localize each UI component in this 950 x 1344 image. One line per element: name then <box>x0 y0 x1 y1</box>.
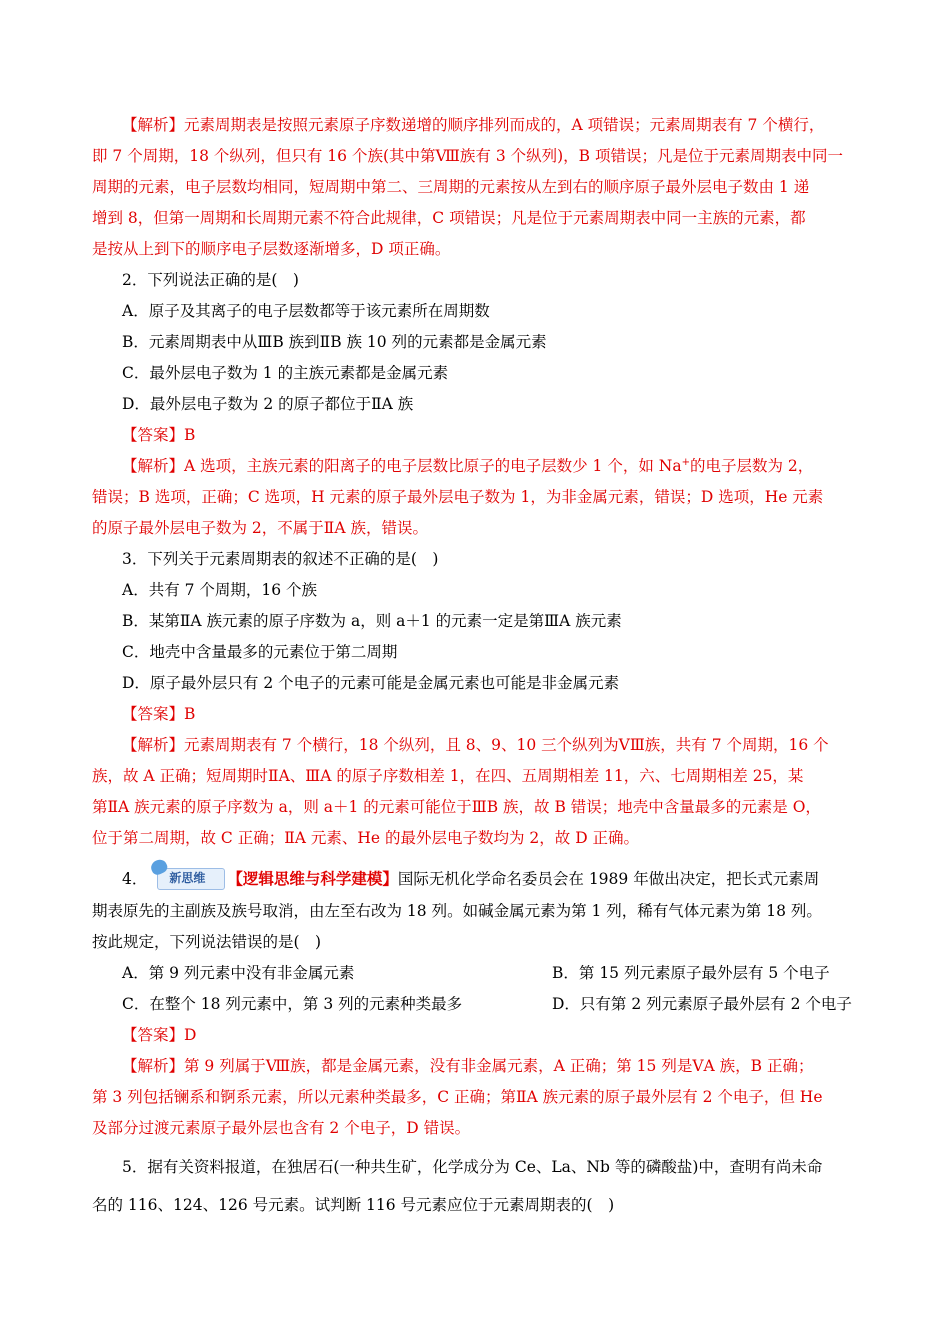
question-stem <box>92 860 868 896</box>
question-2 <box>92 265 868 544</box>
option-row <box>92 989 868 1020</box>
analysis-line: 族，故 A 正确；短周期时ⅡA、ⅢA 的原子序数相差 1，在四、五周期相差 11，六、七周期相差 25，某 <box>92 767 804 785</box>
question-5 <box>92 1148 868 1224</box>
question-4 <box>92 860 868 1144</box>
analysis-text: 的电子层数为 2， <box>689 457 814 475</box>
option-d: D．最外层电子数为 2 的原子都位于ⅡA 族 <box>122 395 414 413</box>
analysis-line: 第 3 列包括镧系和锕系元素，所以元素种类最多，C 正确；第ⅡA 族元素的原子最外层有 2 个电子，但 He <box>92 1088 823 1106</box>
answer: 【答案】D <box>122 1026 197 1044</box>
analysis-line: 【解析】第 9 列属于Ⅷ族，都是金属元素，没有非金属元素，A 正确；第 15 列是ⅤA 族，B 正确； <box>122 1057 814 1075</box>
option-c: C．在整个 18 列元素中，第 3 列的元素种类最多 <box>122 995 463 1013</box>
analysis-line: 周期的元素，电子层数均相同，短周期中第二、三周期的元素按从左到右的顺序原子最外层电子数由 1 递 <box>92 178 810 196</box>
option-a: A．原子及其离子的电子层数都等于该元素所在周期数 <box>122 302 490 320</box>
option-a: A．第 9 列元素中没有非金属元素 <box>122 964 355 982</box>
option-d: D．只有第 2 列元素原子最外层有 2 个电子 <box>552 995 852 1013</box>
superscript-plus: + <box>681 457 690 468</box>
option-c: C．最外层电子数为 1 的主族元素都是金属元素 <box>122 364 449 382</box>
option-d: D．原子最外层只有 2 个电子的元素可能是金属元素也可能是非金属元素 <box>122 674 620 692</box>
option-a: A．共有 7 个周期，16 个族 <box>122 581 318 599</box>
option-b: B．元素周期表中从ⅢB 族到ⅡB 族 10 列的元素都是金属元素 <box>122 333 547 351</box>
analysis-line: 即 7 个周期，18 个纵列，但只有 16 个族(其中第Ⅷ族有 3 个纵列)，B 项错误；凡是位于元素周期表中同一 <box>92 147 843 165</box>
answer: 【答案】B <box>122 426 196 444</box>
badge-label: 新思维 <box>169 871 206 885</box>
analysis-text: 【解析】A 选项，主族元素的阳离子的电子层数比原子的电子层数少 1 个，如 Na <box>122 457 682 475</box>
analysis-line: 错误；B 选项，正确；C 选项，H 元素的原子最外层电子数为 1，为非金属元素，错误；D 选项，He 元素 <box>92 488 824 506</box>
option-b: B．第 15 列元素原子最外层有 5 个电子 <box>552 964 830 982</box>
question-stem-line: 按此规定，下列说法错误的是( ) <box>92 933 322 951</box>
analysis-line: 增到 8，但第一周期和长周期元素不符合此规律，C 项错误；凡是位于元素周期表中同一主族的元素，都 <box>92 209 806 227</box>
analysis-line: 【解析】元素周期表是按照元素原子序数递增的顺序排列而成的，A 项错误；元素周期表有 7 个横行， <box>122 116 825 134</box>
question-stem-line: 名的 116、124、126 号元素。试判断 116 号元素应位于元素周期表的( ) <box>92 1196 615 1214</box>
analysis-line: 的原子最外层电子数为 2，不属于ⅡA 族，错误。 <box>92 519 428 537</box>
analysis-line <box>92 451 868 482</box>
question-stem: 5．据有关资料报道，在独居石(一种共生矿，化学成分为 Ce、La、Nb 等的磷酸盐)中，查明有尚未命 <box>122 1158 823 1176</box>
option-row <box>92 958 868 989</box>
option-b: B．某第ⅡA 族元素的原子序数为 a，则 a＋1 的元素一定是第ⅢA 族元素 <box>122 612 622 630</box>
question-number: 4． <box>122 870 148 888</box>
analysis-line: 及部分过渡元素原子最外层也含有 2 个电子，D 错误。 <box>92 1119 471 1137</box>
question-stem: 3．下列关于元素周期表的叙述不正确的是( ) <box>122 550 439 568</box>
option-c: C．地壳中含量最多的元素位于第二周期 <box>122 643 398 661</box>
question-stem-line: 期表原先的主副族及族号取消，由左至右改为 18 列。如碱金属元素为第 1 列，稀有气体元素为第 18 列。 <box>92 902 822 920</box>
question-stem: 2．下列说法正确的是( ) <box>122 271 299 289</box>
answer: 【答案】B <box>122 705 196 723</box>
topic-tag: 【逻辑思维与科学建模】 <box>227 869 398 888</box>
analysis-line: 是按从上到下的顺序电子层数逐渐增多，D 项正确。 <box>92 240 451 258</box>
question-3 <box>92 544 868 854</box>
stem-text: 国际无机化学命名委员会在 1989 年做出决定，把长式元素周 <box>397 870 820 888</box>
analysis-line: 第ⅡA 族元素的原子序数为 a，则 a＋1 的元素可能位于ⅢB 族，故 B 错误；地壳中含量最多的元素是 O， <box>92 798 821 816</box>
analysis-line: 【解析】元素周期表有 7 个横行，18 个纵列，且 8、9、10 三个纵列为ⅤⅢ族，共有 7 个周期，16 个 <box>122 736 829 754</box>
analysis-line: 位于第二周期，故 C 正确；ⅡA 元素、He 的最外层电子数均为 2，故 D 正确。 <box>92 829 640 847</box>
new-thinking-badge <box>147 860 225 890</box>
document-page <box>92 110 868 1224</box>
analysis-block-q1 <box>92 110 868 265</box>
